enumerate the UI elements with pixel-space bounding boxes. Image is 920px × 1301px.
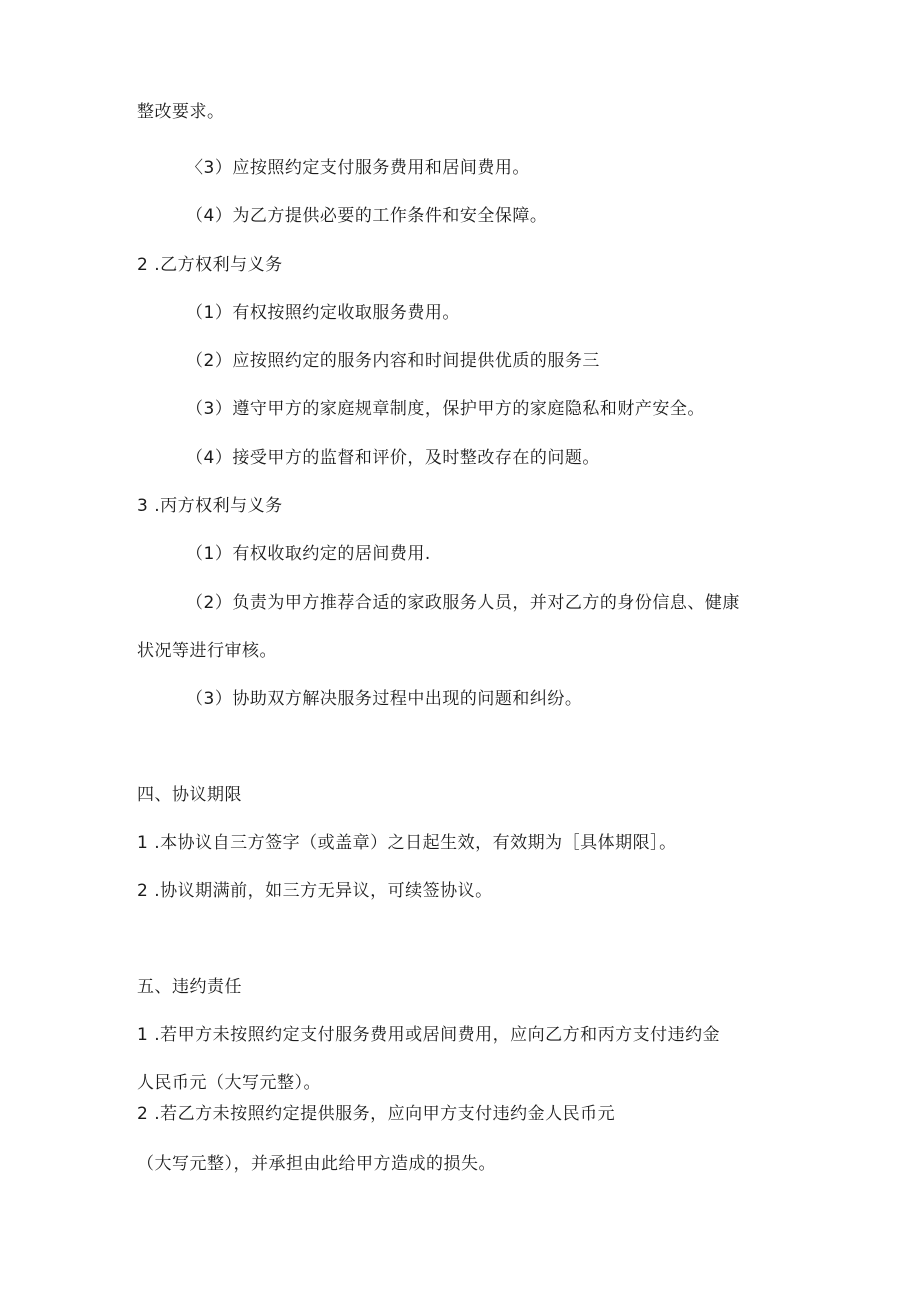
text-line-item-1: （1）有权收取约定的居间费用. (186, 544, 431, 564)
section-heading-party-b: 2 .乙方权利与义务 (137, 255, 283, 275)
text-line-clause-2: 2 .若乙方未按照约定提供服务，应向甲方支付违约金人民币元 (137, 1104, 616, 1124)
text-line-clause-1: 1 .本协议自三方签字（或盖章）之日起生效，有效期为［具体期限］。 (137, 833, 677, 853)
text-line-clause-1: 1 .若甲方未按照约定支付服务费用或居间费用，应向乙方和丙方支付违约金 (137, 1025, 721, 1045)
text-line-continuation: （大写元整），并承担由此给甲方造成的损失。 (137, 1154, 496, 1174)
text-line-clause-2: 2 .协议期满前，如三方无异议，可续签协议。 (137, 881, 493, 901)
text-line-item-3: 〈3）应按照约定支付服务费用和居间费用。 (186, 158, 530, 178)
text-line-item-2: （2）应按照约定的服务内容和时间提供优质的服务三 (186, 351, 600, 371)
text-line-item-4: （4）为乙方提供必要的工作条件和安全保障。 (186, 206, 548, 226)
section-heading-party-c: 3 .丙方权利与义务 (137, 496, 283, 516)
section-heading-term: 四、协议期限 (137, 785, 242, 805)
text-line-item-3: （3）遵守甲方的家庭规章制度，保护甲方的家庭隐私和财产安全。 (186, 399, 705, 419)
text-line-continuation: 人民币元（大写元整）。 (137, 1073, 321, 1093)
text-line-item-1: （1）有权按照约定收取服务费用。 (186, 303, 460, 323)
text-line-item-4: （4）接受甲方的监督和评价，及时整改存在的问题。 (186, 448, 600, 468)
section-heading-liability: 五、违约责任 (137, 977, 242, 997)
text-line-item-3: （3）协助双方解决服务过程中出现的问题和纠纷。 (186, 689, 583, 709)
text-line-continuation: 整改要求。 (137, 102, 225, 122)
text-line-continuation: 状况等进行审核。 (137, 641, 277, 661)
text-line-item-2: （2）负责为甲方推荐合适的家政服务人员，并对乙方的身份信息、健康 (186, 593, 740, 613)
